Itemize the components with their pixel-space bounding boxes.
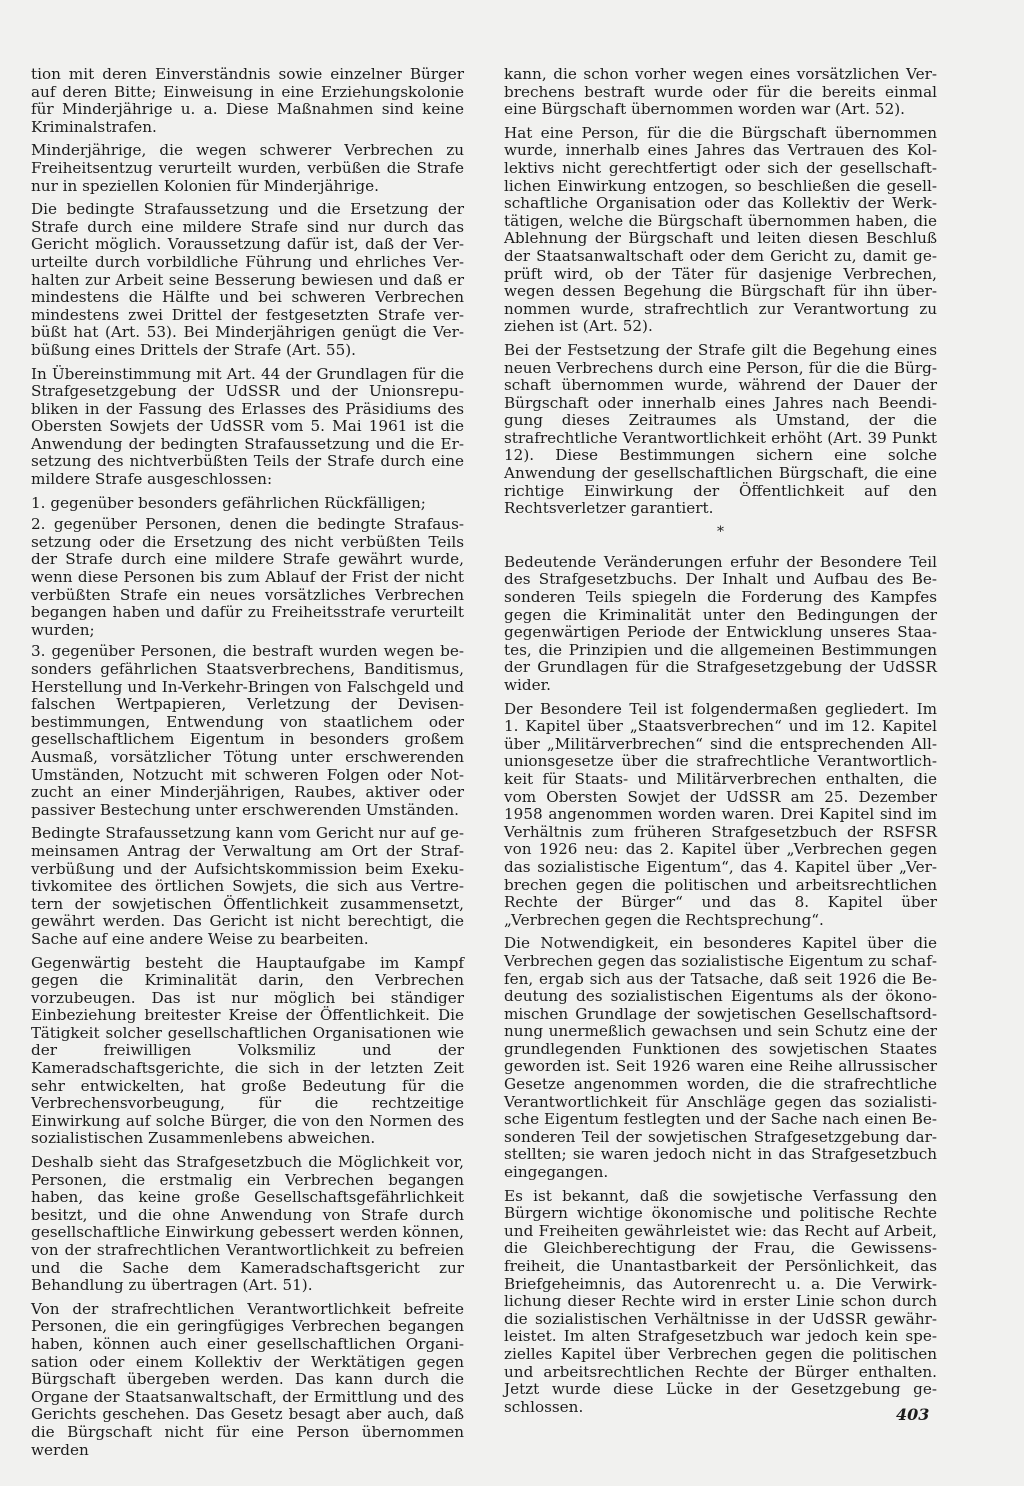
paragraph: Der Besondere Teil ist folgendermaßen gegliedert. Im 1. Kapitel über „Staatsverbrechen“ und im 12. Kapitel über „Militärverbrechen“ sind die entsprechenden Allunionsgesetze über die strafrechtliche Verantwortlichkeit für Staats- und Militärverbrechen enthalten, die vom Obersten Sowjet der UdSSR am 25. Dezember 1958 angenommen worden waren. Drei Kapitel sind im Verhältnis zum früheren Strafgesetzbuch der RSFSR von 1926 neu: das 2. Kapitel über „Verbrechen gegen das sozialistische Eigentum“, das 4. Kapitel über „Verbrechen gegen die politischen und arbeitsrechtlichen Rechte der Bürger“ und das 8. Kapitel über „Verbrechen gegen die Rechtsprechung“.: [504, 699, 937, 929]
paragraph: Die bedingte Strafaussetzung und die Ersetzung der Strafe durch eine mildere Strafe sind nur durch das Gericht möglich. Voraussetzung dafür ist, daß der Verurteilte durch vorbildliche Führung und ehrliches Verhalten zur Arbeit seine Besserung bewiesen und daß er mindestens die Hälfte und bei schweren Verbrechen mindestens zwei Drittel der festgesetzten Strafe verbüßt hat (Art. 53). Bei Minderjährigen genügt die Verbüßung eines Drittels der Strafe (Art. 55).: [31, 200, 464, 359]
paragraph: Bedeutende Veränderungen erfuhr der Besondere Teil des Strafgesetzbuchs. Der Inhalt und Aufbau des Besonderen Teils spiegeln die Forderung des Kampfes gegen die Kriminalität unter den Bedingungen der gegenwärtigen Periode der Entwicklung unseres Staates, die Prinzipien und die allgemeinen Bestimmungen der Grundlagen für die Strafgesetzgebung der UdSSR wider.: [504, 552, 937, 694]
left-column: [31, 66, 464, 1465]
paragraph: Deshalb sieht das Strafgesetzbuch die Möglichkeit vor, Personen, die erstmalig ein Verbrechen begangen haben, das keine große Gesellschaftsgefährlichkeit besitzt, und die ohne Anwendung von Strafe durch gesellschaftliche Einwirkung gebessert werden können, von der strafrechtlichen Verantwortlichkeit zu befreien und die Sache dem Kameradschaftsgericht zur Behandlung zu übertragen (Art. 51).: [31, 1153, 464, 1295]
paragraph: Minderjährige, die wegen schwerer Verbrechen zu Freiheitsentzug verurteilt wurden, verbüßen die Strafe nur in speziellen Kolonien für Minderjährige.: [31, 141, 464, 195]
section-divider: *: [717, 523, 724, 540]
paragraph: Es ist bekannt, daß die sowjetische Verfassung den Bürgern wichtige ökonomische und politische Rechte und Freiheiten gewährleistet wie: das Recht auf Arbeit, die Gleichberechtigung der Frau, die Gewissensfreiheit, die Unantastbarkeit der Persönlichkeit, das Briefgeheimnis, das Autorenrecht u. a. Die Verwirklichung dieser Rechte wird in erster Linie schon durch die sozialistischen Verhältnisse in der UdSSR gewährleistet. Im alten Strafgesetzbuch war jedoch kein spezielles Kapitel über Verbrechen gegen die politischen und arbeitsrechtlichen Rechte der Bürger enthalten. Jetzt wurde diese Lücke in der Gesetzgebung geschlossen.: [504, 1186, 937, 1416]
paragraph: Die Notwendigkeit, ein besonderes Kapitel über die Verbrechen gegen das sozialistische Eigentum zu schaffen, ergab sich aus der Tatsache, daß seit 1926 die Bedeutung des sozialistischen Eigentums als der ökonomischen Grundlage der sowjetischen Gesellschaftsordnung unermeßlich gewachsen und sein Schutz eine der grundlegenden Funktionen des sowjetischen Staates geworden ist. Seit 1926 waren eine Reihe allrussischer Gesetze angenommen worden, die die strafrechtliche Verantwortlichkeit für Anschläge gegen das sozialistische Eigentum festlegten und der Sache nach einen Besonderen Teil der sowjetischen Strafgesetzgebung darstellten; sie waren jedoch nicht in das Strafgesetzbuch eingegangen.: [504, 934, 937, 1182]
paragraph: Bei der Festsetzung der Strafe gilt die Begehung eines neuen Verbrechens durch eine Person, für die die Bürgschaft übernommen wurde, während der Dauer der Bürgschaft oder innerhalb eines Jahres nach Beendigung dieses Zeitraumes als Umstand, der die strafrechtliche Verantwortlichkeit erhöht (Art. 39 Punkt 12). Diese Bestimmungen sichern eine solche Anwendung der gesellschaftlichen Bürgschaft, die eine richtige Einwirkung der Öffentlichkeit auf den Rechtsverletzer garantiert.: [504, 340, 937, 518]
list-item: 3. gegenüber Personen, die bestraft wurden wegen besonders gefährlichen Staatsverbrechens, Banditismus, Herstellung und In-Verkehr-Bringen von Falschgeld und falschen Wertpapieren, Verletzung der Devisenbestimmungen, Entwendung von staatlichem oder gesellschaftlichem Eigentum in besonders großem Ausmaß, vorsätzlicher Tötung unter erschwerenden Umständen, Notzucht mit schweren Folgen oder Notzucht an einer Minderjährigen, Raubes, aktiver oder passiver Bestechung unter erschwerenden Umständen.: [31, 642, 464, 819]
page-number: 403: [896, 1405, 930, 1424]
paragraph: tion mit deren Einverständnis sowie einzelner Bürger auf deren Bitte; Einweisung in eine Erziehungskolonie für Minderjährige u. a. Diese Maßnahmen sind keine Kriminalstrafen.: [31, 65, 464, 136]
paragraph: Von der strafrechtlichen Verantwortlichkeit befreite Personen, die ein geringfügiges Verbrechen begangen haben, können auch einer gesellschaftlichen Organisation oder einem Kollektiv der Werktätigen gegen Bürgschaft übergeben werden. Das kann durch die Organe der Staatsanwaltschaft, der Ermittlung und des Gerichts geschehen. Das Gesetz besagt aber auch, daß die Bürgschaft nicht für eine Person übernommen werden: [31, 1299, 464, 1459]
list-item: 1. gegenüber besonders gefährlichen Rückfälligen;: [31, 493, 426, 512]
paragraph: Hat eine Person, für die die Bürgschaft übernommen wurde, innerhalb eines Jahres das Vertrauen des Kollektivs nicht gerechtfertigt oder sich der gesellschaftlichen Einwirkung entzogen, so beschließen die gesellschaftliche Organisation oder das Kollektiv der Werktätigen, welche die Bürgschaft übernommen haben, die Ablehnung der Bürgschaft und leiten diesen Beschluß der Staatsanwaltschaft oder dem Gericht zu, damit geprüft wird, ob der Täter für dasjenige Verbrechen, wegen dessen Begehung die Bürgschaft für ihn übernommen wurde, strafrechtlich zur Verantwortung zu ziehen ist (Art. 52).: [504, 123, 937, 336]
paragraph: Gegenwärtig besteht die Hauptaufgabe im Kampf gegen die Kriminalität darin, den Verbrechen vorzubeugen. Das ist nur möglich bei ständiger Einbeziehung breitester Kreise der Öffentlichkeit. Die Tätigkeit solcher gesellschaftlichen Organisationen wie der freiwilligen Volksmiliz und der Kameradschaftsgerichte, die sich in der letzten Zeit sehr entwickelten, hat große Bedeutung für die Verbrechensvorbeugung, für die rechtzeitige Einwirkung auf solche Bürger, die von den Normen des sozialistischen Zusammenlebens abweichen.: [31, 953, 464, 1148]
right-column: [504, 66, 937, 1422]
paragraph: Bedingte Strafaussetzung kann vom Gericht nur auf gemeinsamen Antrag der Verwaltung am Ort der Strafverbüßung und der Aufsichtskommission beim Exekutivkomitee des örtlichen Sowjets, die sich aus Vertretern der sowjetischen Öffentlichkeit zusammensetzt, gewährt werden. Das Gericht ist nicht berechtigt, die Sache auf eine andere Weise zu bearbeiten.: [31, 824, 464, 948]
list-item: 2. gegenüber Personen, denen die bedingte Strafaussetzung oder die Ersetzung des nicht verbüßten Teils der Strafe durch eine mildere Strafe gewährt wurde, wenn diese Personen bis zum Ablauf der Frist der nicht verbüßten Strafe ein neues vorsätzliches Verbrechen begangen haben und dafür zu Freiheitsstrafe verurteilt wurden;: [31, 515, 464, 639]
paragraph: kann, die schon vorher wegen eines vorsätzlichen Verbrechens bestraft wurde oder für die bereits einmal eine Bürgschaft übernommen worden war (Art. 52).: [504, 65, 937, 119]
paragraph: In Übereinstimmung mit Art. 44 der Grundlagen für die Strafgesetzgebung der UdSSR und der Unionsrepubliken in der Fassung des Erlasses des Präsidiums des Obersten Sowjets der UdSSR vom 5. Mai 1961 ist die Anwendung der bedingten Strafaussetzung und die Ersetzung des nichtverbüßten Teils der Strafe durch eine mildere Strafe ausgeschlossen:: [31, 364, 464, 489]
